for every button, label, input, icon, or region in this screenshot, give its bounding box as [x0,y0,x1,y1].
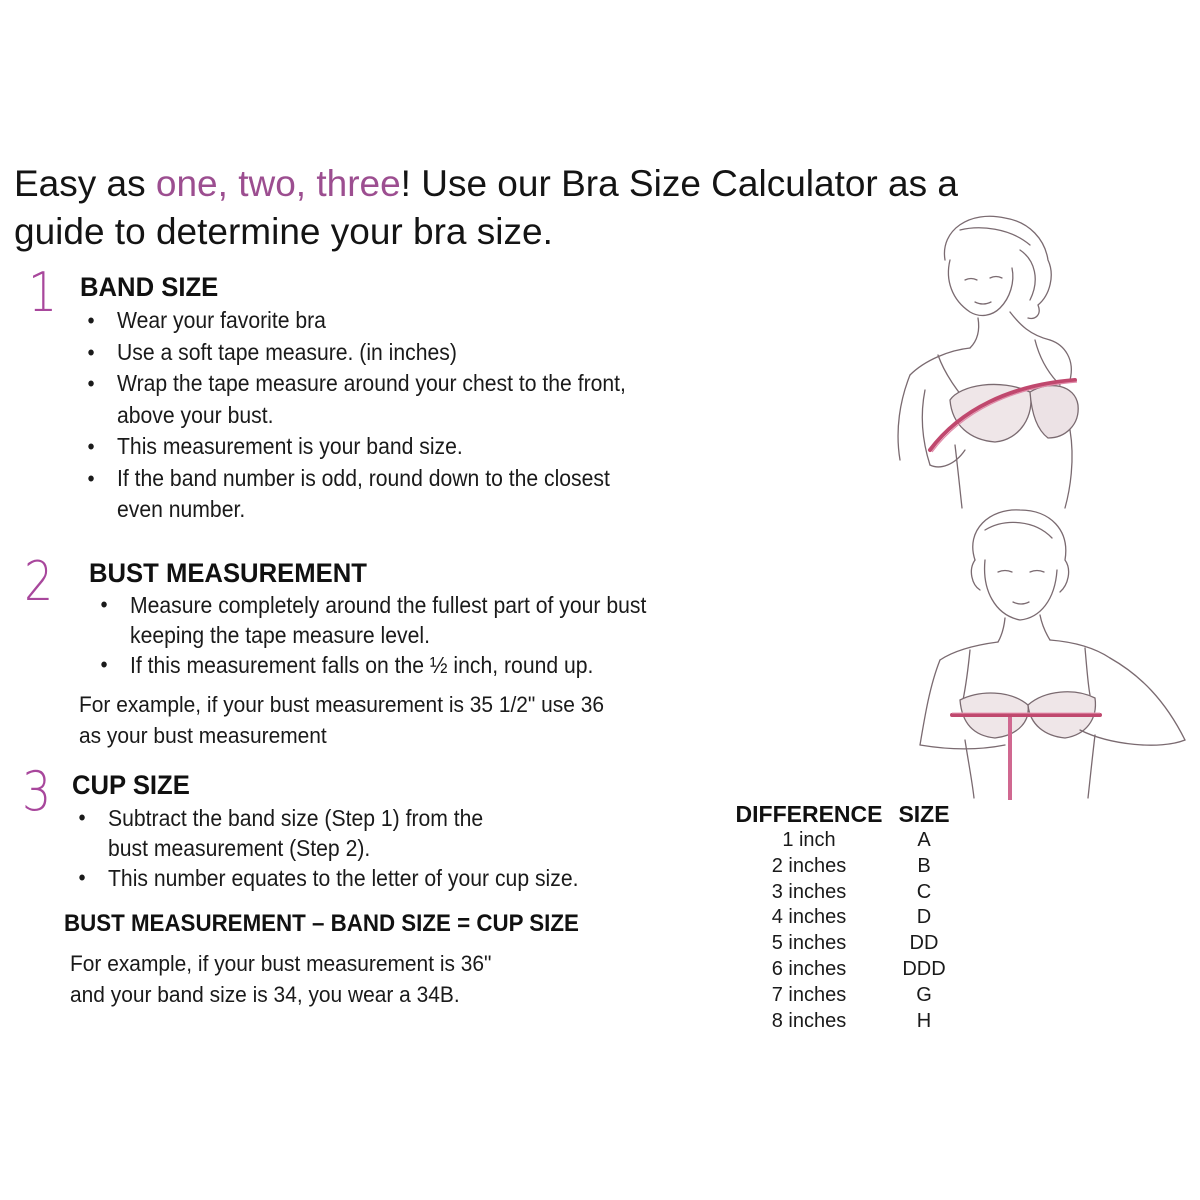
list-item: • Subtract the band size (Step 1) from the bust measurement (Step 2). [78,805,484,861]
step-3-example: For example, if your bust measurement is 36" and your band size is 34, you wear a 34B. [70,951,492,1007]
bullet-icon: • [78,805,86,830]
headline-accent: one, two, three [155,163,401,204]
list-item: • If the band number is odd, round down to the closest even number. [87,464,610,522]
table-row: 1 inch A [782,829,931,851]
table-row: 3 inches C [771,880,932,903]
bullet-icon: • [100,592,108,617]
bullet-icon: • [87,434,95,459]
step-title-cup-size: CUP SIZE [72,770,190,800]
list-item: • This measurement is your band size. [117,431,779,463]
step-number-1: 1 [28,261,58,324]
table-row: 4 inches D [771,906,932,929]
list-item: • Wrap the tape measure around your chest to the front, above your bust. [87,370,626,428]
band-measure-illustration [870,200,1130,510]
table-row: 6 inches DDD [771,957,946,980]
table-header-difference: DIFFERENCE [735,801,883,827]
table-row: 8 inches H [771,1009,932,1032]
step-2-example: For example, if your bust measurement is 35 1/2" use 36 as your bust measurement [79,692,604,748]
bullet-icon: • [78,865,86,890]
cup-size-formula: BUST MEASUREMENT – BAND SIZE = CUP SIZE [64,910,579,937]
woman-band-measure-icon [870,200,1130,510]
bullet-icon: • [87,465,95,491]
bullet-icon: • [100,652,108,677]
bullet-icon: • [87,371,95,396]
bust-measure-illustration [880,500,1200,800]
step-title-bust-measurement: BUST MEASUREMENT [89,558,367,588]
step-2-bullets [100,590,850,680]
step-number-3: 3 [22,760,52,823]
cup-size-table [724,800,954,1034]
table-header-size: SIZE [898,801,950,827]
step-title-band-size: BAND SIZE [80,272,219,302]
step-3-bullets [78,803,748,893]
list-item: • Wear your favorite bra [117,305,779,337]
headline-line-2: guide to determine your bra size. [14,211,553,252]
woman-bust-measure-icon [880,500,1200,800]
list-item: • This number equates to the letter of your cup size. [78,865,579,891]
table-row: 2 inches B [771,854,931,877]
list-item: • Use a soft tape measure. (in inches) [117,337,779,369]
step-1-bullets [87,305,837,526]
bullet-icon: • [87,339,95,365]
list-item: • Measure completely around the fullest part of your bust keeping the tape measure level. [100,592,647,648]
step-number-2: 2 [24,550,54,613]
bullet-icon: • [87,308,95,333]
list-item: • If this measurement falls on the ½ inch, round up. [100,652,594,678]
table-row: 7 inches G [771,983,932,1006]
table-row: 5 inches DD [771,932,939,955]
headline-line-1: Easy as one, two, three! Use our Bra Size Calculator as a [14,163,958,204]
